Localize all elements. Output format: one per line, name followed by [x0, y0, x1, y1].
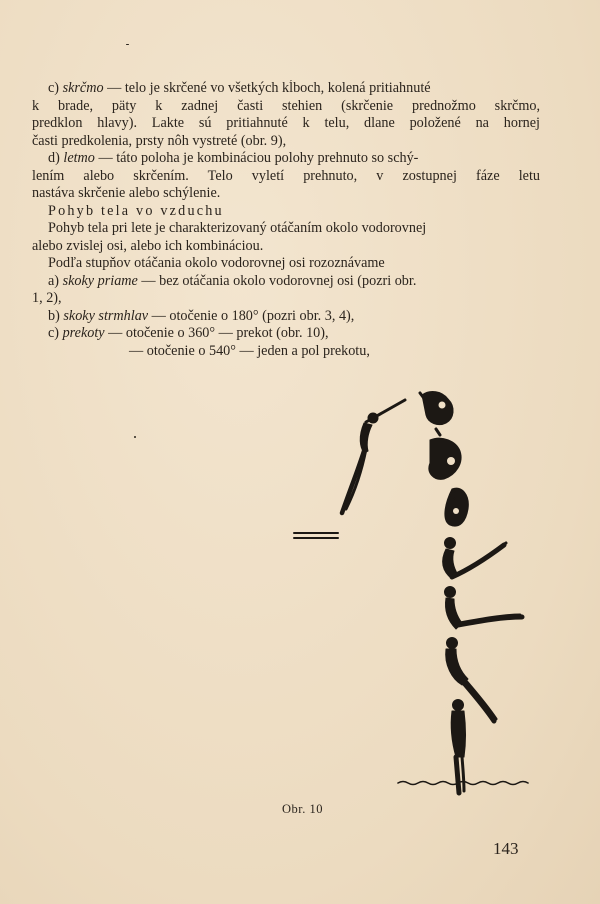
figure-caption: Obr. 10 [282, 802, 323, 816]
text-line: lením alebo skrčením. Telo vyletí prehnuto, v zostupnej fáze letu [32, 167, 540, 184]
page-number: 143 [493, 839, 519, 858]
diver-takeoff-icon [342, 400, 405, 513]
text-line: alebo zvislej osi, alebo ich kombináciou. [32, 237, 264, 254]
text-line: c) prekoty — otočenie o 360° — prekot (obr. 10), [48, 325, 329, 341]
text-line: časti predkolenia, prsty nôh vystreté (obr. 9), [32, 132, 287, 149]
text-line: Podľa stupňov otáčania okolo vodorovnej osi rozoznávame [48, 255, 385, 271]
diver-pike-1-icon [443, 538, 506, 580]
print-speck [134, 436, 136, 438]
diver-entry-icon [451, 700, 465, 794]
somersault-dive-illustration [280, 385, 570, 800]
text-line: d) letmo — táto poloha je kombináciou polohy prehnuto so schý- [48, 150, 419, 166]
springboard-icon [294, 533, 338, 538]
text-line: c) skrčmo — telo je skrčené vo všetkých kĺboch, kolená pritiahnuté [48, 80, 431, 96]
diver-pike-2-icon [445, 587, 523, 630]
diver-tuck-3-icon [445, 488, 468, 526]
diver-tuck-2-icon [429, 429, 461, 479]
body-text [32, 80, 540, 360]
text-line: — otočenie o 540° — jeden a pol prekotu, [129, 342, 370, 359]
text-line: 1, 2), [32, 290, 62, 306]
text-line: Pohyb tela pri lete je charakterizovaný otáčaním okolo vodorovnej [48, 220, 427, 236]
diver-tuck-1-icon [420, 392, 453, 425]
text-line: predklon hlavy). Lakte sú pritiahnuté k telu, dlane položené na hornej [32, 115, 540, 131]
section-heading: Pohyb tela vo vzduchu [48, 202, 224, 219]
text-line: a) skoky priame — bez otáčania okolo vodorovnej osi (pozri obr. [48, 272, 417, 289]
text-line: k brade, päty k zadnej časti stehien (skrčenie prednožmo skrčmo, [32, 97, 540, 114]
text-line: b) skoky strmhlav — otočenie o 180° (pozri obr. 3, 4), [48, 307, 355, 324]
text-line: nastáva skrčenie alebo schýlenie. [32, 185, 221, 201]
print-speck [126, 44, 129, 45]
